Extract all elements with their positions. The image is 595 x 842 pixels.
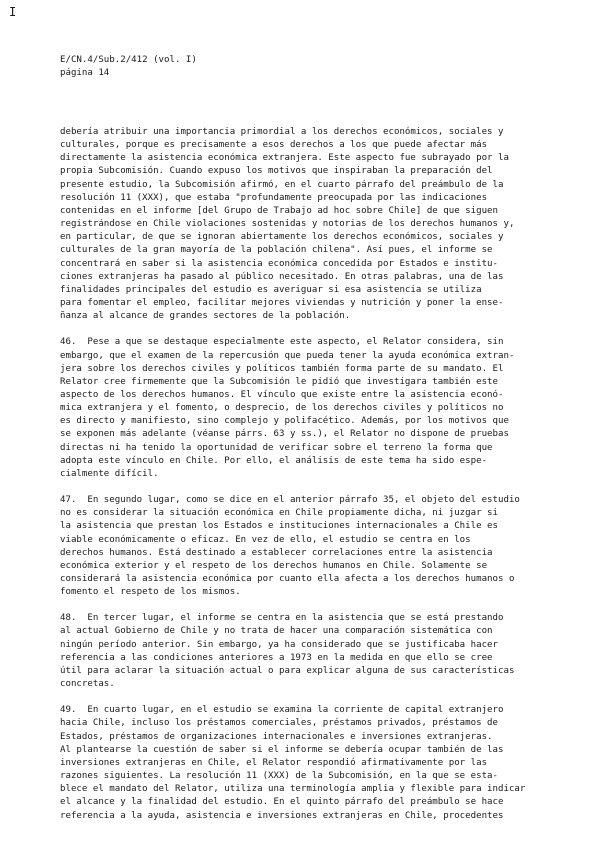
text-line: la asistencia que prestan los Estados e instituciones internacionales a Chile es <box>60 521 498 532</box>
text-line: referencia a las condiciones anteriores a 1973 en la medida en que ello se cree <box>60 652 493 663</box>
text-line: jera sobre los derechos civiles y políticos también forma parte de su mandato. El <box>60 363 504 374</box>
text-line: Al plantearse la cuestión de saber si el informe se debería ocupar también de las <box>60 744 504 755</box>
page-number-label: página 14 <box>60 68 110 79</box>
paragraph-47 <box>60 494 580 599</box>
text-line: derechos humanos. Está destinado a establecer correlaciones entre la asistencia <box>60 547 493 558</box>
text-line: no es considerar la situación económica en Chile propiamente dicha, ni juzgar si <box>60 508 498 519</box>
text-line: presente estudio, la Subcomisión afirmó, en el cuarto párrafo del preámbulo de la <box>60 179 504 190</box>
text-line: Relator cree firmemente que la Subcomisión le pidió que investigara también este <box>60 376 498 387</box>
document-header <box>60 54 197 80</box>
text-line: directas ni ha tenido la oportunidad de verificar sobre el terreno la forma que <box>60 442 493 453</box>
text-line: concretas. <box>60 679 115 690</box>
text-line: hacia Chile, incluso los préstamos comerciales, préstamos privados, préstamos de <box>60 718 498 729</box>
paragraph-46 <box>60 336 580 481</box>
text-line: ningún período anterior. Sin embargo, ya ha considerado que se justificaba hacer <box>60 639 498 650</box>
paragraph-48 <box>60 612 580 691</box>
text-line: referencia a la ayuda, asistencia e inversiones extranjeras en Chile, procedentes <box>60 810 504 821</box>
document-symbol: E/CN.4/Sub.2/412 (vol. I) <box>60 55 197 65</box>
text-line: viable económicamente o eficaz. En vez de ello, el estudio se centra en los <box>60 534 471 545</box>
text-line: ciones extranjeras ha pasado al público necesitado. En otras palabras, una de las <box>60 271 504 282</box>
text-line: el alcance y la finalidad del estudio. En el quinto párrafo del preámbulo se hace <box>60 797 504 808</box>
text-line: culturales de la gran mayoría de la población chilena". Así pues, el informe se <box>60 245 493 256</box>
document-body <box>60 126 580 836</box>
text-line: 48. En tercer lugar, el informe se centra en la asistencia que se está prestando <box>60 613 504 624</box>
text-line: económica exterior y el respeto de los derechos humanos en Chile. Solamente se <box>60 560 488 571</box>
text-line: cialmente difícil. <box>60 468 159 479</box>
paragraph-49 <box>60 704 580 822</box>
text-line: para fomentar el empleo, facilitar mejores viviendas y nutrición y poner la ense- <box>60 298 504 309</box>
text-line: útil para aclarar la situación actual o para explicar alguna de sus características <box>60 665 515 676</box>
text-line: es directo y manifiesto, sino complejo y polifacético. Además, por los motivos que <box>60 416 509 427</box>
text-line: en particular, de que se ignoran abiertamente los derechos económicos, sociales y <box>60 232 504 243</box>
text-line: al actual Gobierno de Chile y no trata de hacer una comparación sistemática con <box>60 626 493 637</box>
text-line: 47. En segundo lugar, como se dice en el anterior párrafo 35, el objeto del estudio <box>60 495 520 506</box>
text-line: resolución 11 (XXX), que estaba "profundamente preocupada por las indicaciones <box>60 192 488 203</box>
text-line: considerará la asistencia económica por cuanto ella afecta a los derechos humanos o <box>60 574 515 584</box>
text-line: inversiones extranjeras en Chile, el Relator respondió afirmativamente por las <box>60 757 488 768</box>
text-line: debería atribuir una importancia primordial a los derechos económicos, sociales y <box>60 127 504 137</box>
text-line: culturales, porque es precisamente a esos derechos a los que puede afectar más <box>60 140 488 151</box>
text-line: directamente la asistencia económica extranjera. Este aspecto fue subrayado por la <box>60 153 509 164</box>
text-line: razones siguientes. La resolución 11 (XXX) de la Subcomisión, en la que se esta- <box>60 771 498 782</box>
text-line: 46. Pese a que se destaque especialmente este aspecto, el Relator considera, sin <box>60 337 504 348</box>
text-line: 49. En cuarto lugar, en el estudio se examina la corriente de capital extranjero <box>60 705 504 716</box>
text-line: propia Subcomisión. Cuando expuso los motivos que inspiraban la preparación del <box>60 166 493 177</box>
text-line: adopta este vínculo en Chile. Por ello, el análisis de este tema ha sido espe- <box>60 455 488 466</box>
text-line: aspecto de los derechos humanos. El vínculo que existe entre la asistencia econó- <box>60 389 504 400</box>
text-line: se exponen más adelante (véanse párrs. 63 y ss.), el Relator no dispone de pruebas <box>60 429 509 440</box>
text-line: ñanza al alcance de grandes sectores de la población. <box>60 311 351 322</box>
text-line: Estados, préstamos de organizaciones internacionales e inversiones extranjeras. <box>60 731 493 742</box>
text-line: blece el mandato del Relator, utiliza una terminología amplia y flexible para indicar <box>60 784 526 795</box>
page-corner-mark: I <box>9 5 17 19</box>
text-line: embargo, que el examen de la repercusión que pueda tener la ayuda económica extran- <box>60 350 515 361</box>
text-line: mica extranjera y el fomento, o desprecio, de los derechos civiles y políticos no <box>60 403 504 414</box>
text-line: contenidas en el informe [del Grupo de Trabajo ad hoc sobre Chile] de que siguen <box>60 205 498 216</box>
text-line: fomento el respeto de los mismos. <box>60 587 241 598</box>
text-line: finalidades principales del estudio es averiguar si esa asistencia se utiliza <box>60 284 482 295</box>
text-line: concentrará en saber si la asistencia económica concedida por Estados e institu- <box>60 258 498 269</box>
text-line: registrándose en Chile violaciones sostenidas y notorias de los derechos humanos y, <box>60 219 515 230</box>
paragraph-continued <box>60 126 580 323</box>
